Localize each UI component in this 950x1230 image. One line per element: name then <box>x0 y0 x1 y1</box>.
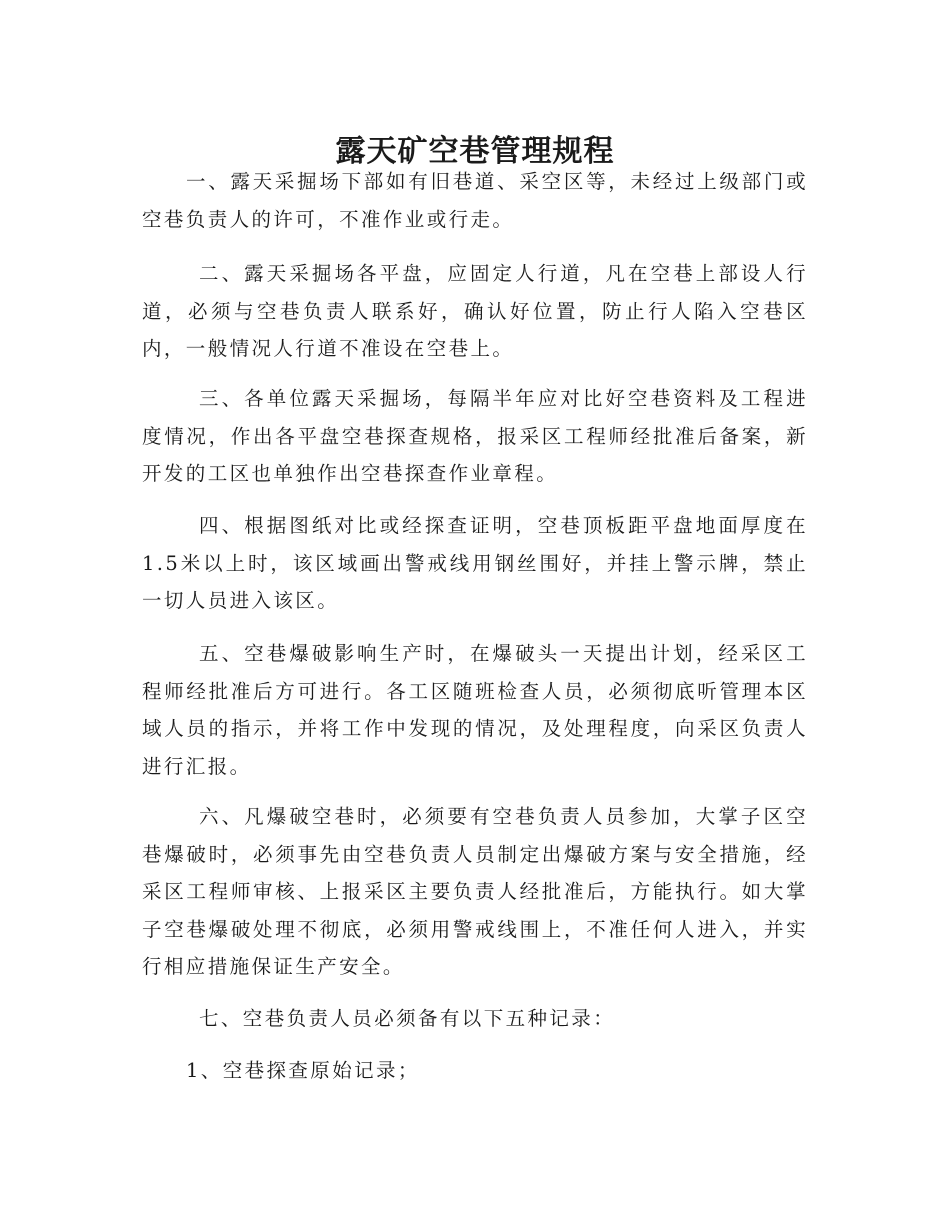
paragraph-6: 六、凡爆破空巷时，必须要有空巷负责人员参加，大掌子区空巷爆破时，必须事先由空巷负责人员制定出爆破方案与安全措施，经采区工程师审核、上报采区主要负责人经批准后，方能执行。如大掌子空巷爆破处理不彻底，必须用警戒线围上，不准任何人进入，并实行相应措施保证生产安全。 <box>142 805 808 978</box>
paragraph-3: 三、各单位露天采掘场，每隔半年应对比好空巷资料及工程进度情况，作出各平盘空巷探查规格，报采区工程师经批准后备案，新开发的工区也单独作出空巷探查作业章程。 <box>142 387 808 485</box>
paragraph-2: 二、露天采掘场各平盘，应固定人行道，凡在空巷上部设人行道，必须与空巷负责人联系好，确认好位置，防止行人陷入空巷区内，一般情况人行道不准设在空巷上。 <box>142 262 808 360</box>
paragraph-1: 一、露天采掘场下部如有旧巷道、采空区等，未经过上级部门或空巷负责人的许可，不准作业或行走。 <box>142 170 808 231</box>
paragraph-4: 四、根据图纸对比或经探查证明，空巷顶板距平盘地面厚度在1.5米以上时，该区域画出警戒线用钢丝围好，并挂上警示牌，禁止一切人员进入该区。 <box>142 514 808 612</box>
paragraph-5: 五、空巷爆破影响生产时，在爆破头一天提出计划，经采区工程师经批准后方可进行。各工区随班检查人员，必须彻底听管理本区域人员的指示，并将工作中发现的情况，及处理程度，向采区负责人进行汇报。 <box>142 642 808 778</box>
document-title: 露天矿空巷管理规程 <box>335 134 615 170</box>
paragraph-7: 七、空巷负责人员必须备有以下五种记录： <box>199 1007 616 1030</box>
list-item-1: 1、空巷探查原始记录； <box>186 1059 420 1082</box>
